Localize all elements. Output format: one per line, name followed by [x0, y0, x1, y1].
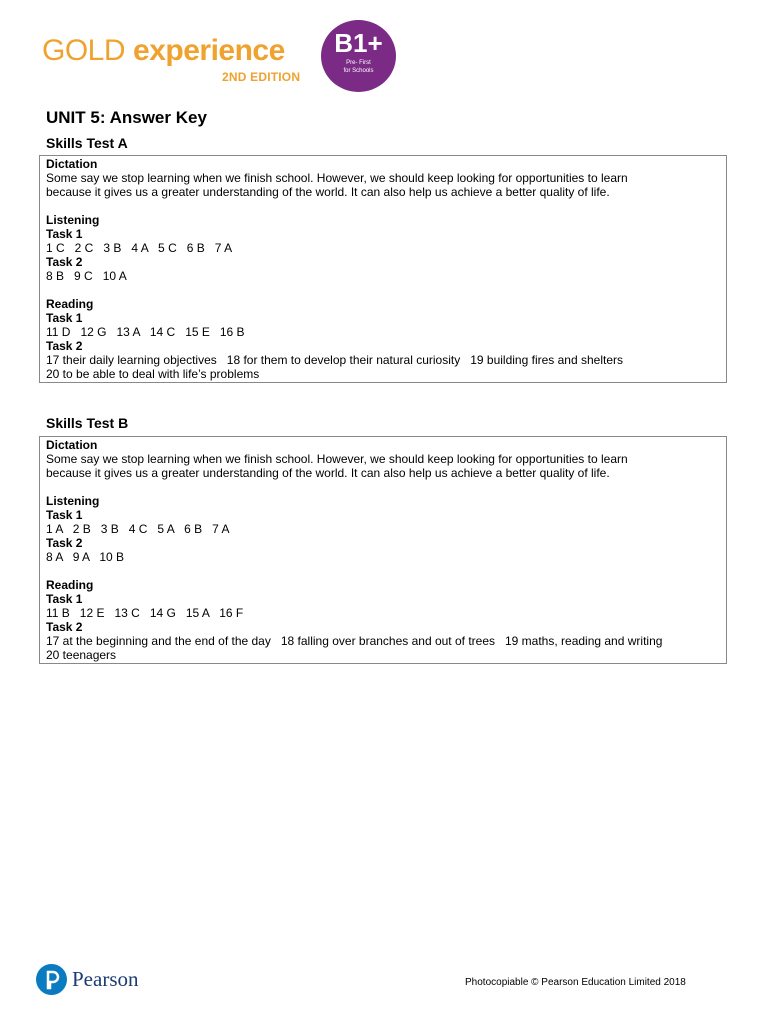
- listening-task1-heading: Task 1: [46, 227, 83, 241]
- reading-task2-answers: 17 their daily learning objectives 18 for them to develop their natural curiosity 19 building fires and shelters: [46, 353, 623, 367]
- pearson-wordmark: Pearson: [72, 967, 139, 991]
- logo-edition-text: 2ND EDITION: [222, 70, 301, 84]
- listening-task2-answers: 8 B 9 C 10 A: [46, 269, 127, 283]
- dictation-line: Some say we stop learning when we finish school. However, we should keep looking for opportunities to learn: [46, 452, 628, 466]
- reading-heading: Reading: [46, 297, 94, 311]
- dictation-line: because it gives us a greater understanding of the world. It can also help us achieve a better quality of life.: [46, 185, 610, 199]
- pearson-icon: [36, 964, 67, 995]
- reading-task1-heading: Task 1: [46, 592, 83, 606]
- badge-line1: Pre- First: [346, 60, 371, 66]
- reading-task1-answers: 11 B 12 E 13 C 14 G 15 A 16 F: [46, 606, 244, 620]
- test-a-answer-box: [39, 155, 727, 383]
- dictation-heading: Dictation: [46, 438, 98, 452]
- page-title: UNIT 5: Answer Key: [46, 108, 207, 127]
- listening-heading: Listening: [46, 494, 100, 508]
- logo-gold-text: GOLD: [42, 34, 126, 67]
- badge-line2: for Schools: [343, 68, 374, 74]
- copyright-notice: Photocopiable © Pearson Education Limited 2018: [465, 977, 686, 988]
- reading-task1-heading: Task 1: [46, 311, 83, 325]
- test-b-title: Skills Test B: [46, 415, 129, 431]
- test-a-title: Skills Test A: [46, 135, 128, 151]
- listening-task1-answers: 1 A 2 B 3 B 4 C 5 A 6 B 7 A: [46, 522, 230, 536]
- reading-task2-answers: 20 teenagers: [46, 648, 117, 662]
- reading-task2-answers: 20 to be able to deal with life’s problems: [46, 367, 260, 381]
- reading-task2-heading: Task 2: [46, 620, 83, 634]
- listening-task2-heading: Task 2: [46, 255, 83, 269]
- header: [0, 0, 768, 100]
- reading-task2-answers: 17 at the beginning and the end of the day 18 falling over branches and out of trees 19 maths, reading and writing: [46, 634, 663, 648]
- dictation-line: Some say we stop learning when we finish school. However, we should keep looking for opportunities to learn: [46, 171, 628, 185]
- listening-task1-answers: 1 C 2 C 3 B 4 A 5 C 6 B 7 A: [46, 241, 233, 255]
- dictation-heading: Dictation: [46, 157, 98, 171]
- reading-heading: Reading: [46, 578, 94, 592]
- level-badge: [321, 20, 396, 92]
- reading-task2-heading: Task 2: [46, 339, 83, 353]
- badge-level: B1+: [334, 28, 383, 58]
- dictation-line: because it gives us a greater understanding of the world. It can also help us achieve a better quality of life.: [46, 466, 610, 480]
- listening-task2-answers: 8 A 9 A 10 B: [46, 550, 125, 564]
- listening-task1-heading: Task 1: [46, 508, 83, 522]
- listening-task2-heading: Task 2: [46, 536, 83, 550]
- reading-task1-answers: 11 D 12 G 13 A 14 C 15 E 16 B: [46, 325, 245, 339]
- gold-experience-logo: [42, 36, 285, 66]
- logo-experience-text: experience: [133, 34, 285, 67]
- listening-heading: Listening: [46, 213, 100, 227]
- test-b-answer-box: [39, 436, 727, 664]
